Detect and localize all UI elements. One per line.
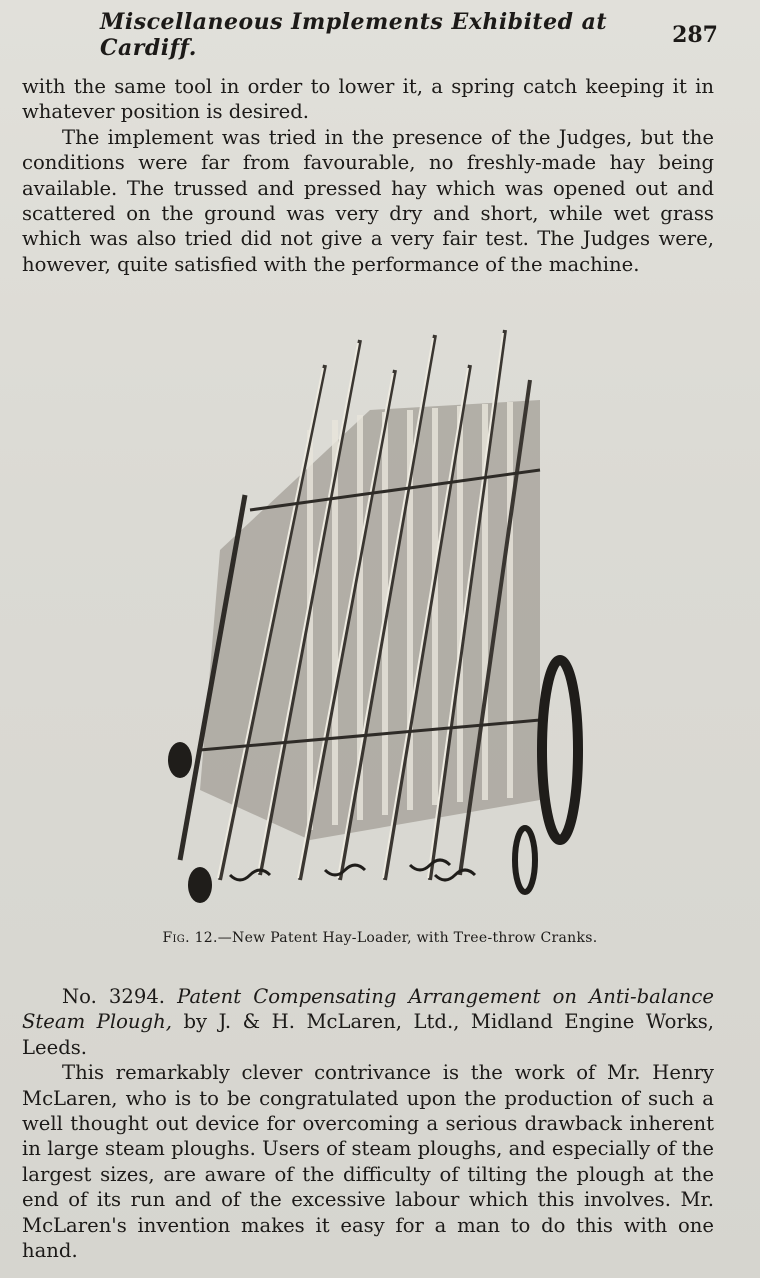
paragraph-trial: The implement was tried in the presence of the Judges, but the conditions were far from favourable, no freshly-made hay being available. The trussed and pressed hay which was opened out and scattered on the ground was very dry and short, while wet grass which was also tried did not give a very fair test. The Judges were, however, quite satisfied with the performance of the machine. [22, 125, 714, 276]
figure-caption-text: —New Patent Hay-Loader, with Tree-throw Cranks. [217, 930, 598, 946]
running-title: Miscellaneous Implements Exhibited at Cardiff. [100, 9, 608, 61]
entry-number: No. 3294. [62, 985, 166, 1008]
entry-title: Patent Compensating Arrangement on Anti-balance Steam Plough, [22, 985, 714, 1034]
entry-heading [22, 984, 714, 1060]
entry-byline: by J. & H. McLaren, Ltd., Midland Engine Works, Leeds. [22, 1010, 715, 1059]
entry-paragraph: This remarkably clever contrivance is the work of Mr. Henry McLaren, who is to be congratulated upon the production of such a well thought out device for overcoming a serious drawback inherent in large steam ploughs. Users of steam ploughs, and especially of the largest sizes, are aware of the difficulty of tilting the plough at the end of its run and of the excessive labour which this involves. Mr. McLaren's invention makes it easy for a man to do this with one hand. [22, 1061, 714, 1263]
figure-label: Fig. 12. [162, 930, 218, 946]
figure-caption [0, 930, 760, 946]
entry-block [22, 984, 714, 1263]
running-header [100, 9, 718, 61]
page-number: 287 [672, 22, 718, 48]
hay-loader-illustration [160, 320, 600, 920]
top-text-block [22, 74, 714, 277]
paragraph-continuation: with the same tool in order to lower it, a spring catch keeping it in whatever position is desired. [22, 75, 714, 124]
